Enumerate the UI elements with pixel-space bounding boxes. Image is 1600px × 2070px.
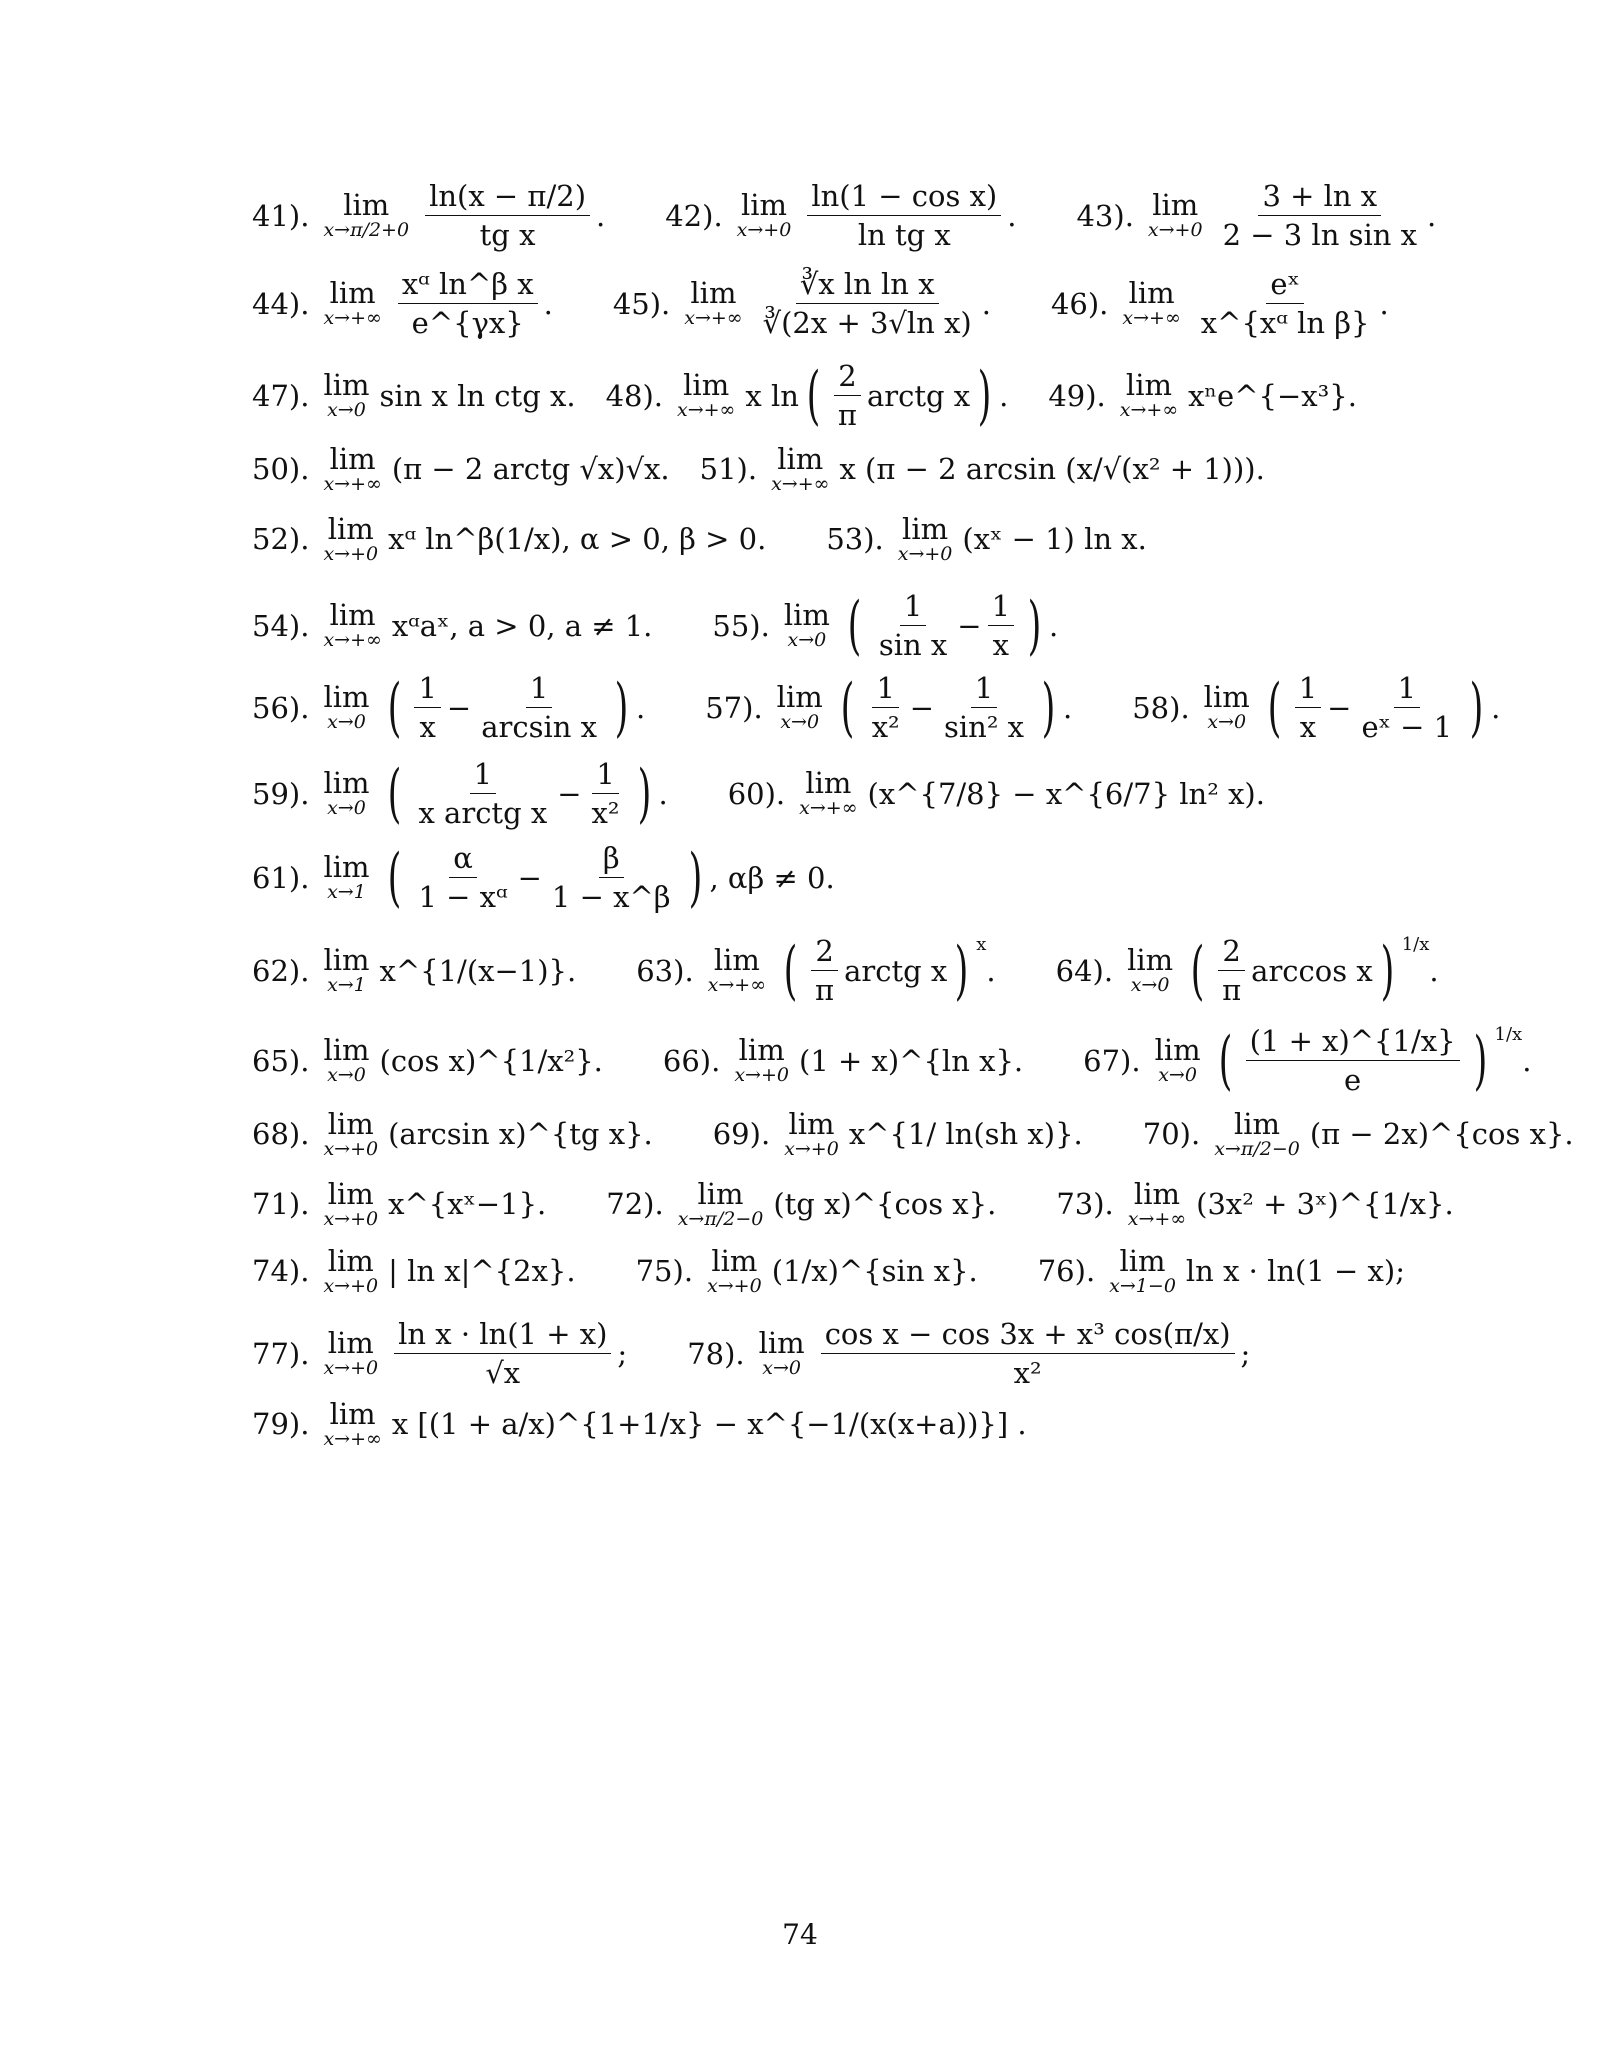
limit-operator: lim x→+0 bbox=[784, 1107, 839, 1160]
problem-row bbox=[252, 442, 1350, 495]
problem-number: 73). bbox=[1056, 1187, 1114, 1222]
problem-44: 44). lim x→+∞ $\frac{\text{xᵅ ln\textasciicircum{}β x}}{e\^{}\{\gamma x\}}$ . bbox=[252, 267, 553, 341]
problem-78: 78). lim x→0 $\frac{\text{cos x − cos 3x + x³ cos(π/x)}}{\text{x²}}$ ; bbox=[687, 1317, 1251, 1391]
limit-operator: lim x→+∞ bbox=[771, 442, 830, 495]
fraction: $\frac{1}{\text{x arctg x}}$ bbox=[418, 757, 548, 831]
problem-61: 61). lim x→1 ( $\frac{\alpha}{\text{1 − xᵅ}}$ − $\frac{\beta}{1 - x\^{}\beta}$ ) , αβ ≠ 0. bbox=[252, 841, 835, 916]
problem-number: 61). bbox=[252, 860, 310, 895]
fraction: $\frac{\ln(x - \pi/2)}{\text{tg x}}$ bbox=[425, 180, 590, 253]
problem-75: 75). lim x→+0 (1/x)^{sin x}. bbox=[635, 1244, 978, 1297]
problem-79: 79). lim x→+∞ x [(1 + a/x)^{1+1/x} − x^{−1/(x(x+a))}] . bbox=[252, 1397, 1027, 1450]
problem-74: 74). lim x→+0 | ln x|^{2x}. bbox=[252, 1244, 576, 1297]
fraction: $\frac{\beta}{1 - x\^{}\beta}$ bbox=[551, 841, 671, 915]
limit-operator: lim x→+0 bbox=[323, 512, 379, 565]
fraction: $\frac{\text{ln(1 − cos x)}}{\text{ln tg x}}$ bbox=[807, 180, 1001, 253]
problem-number: 47). bbox=[252, 378, 310, 413]
problem-number: 60). bbox=[727, 776, 786, 811]
problem-64: 64). lim x→0 ( $\frac{2}{\pi}$ arccos x ) $^{1/x}$ . bbox=[1055, 934, 1439, 1009]
problem-77: 77). lim x→+0 $\frac{\text{ln x · ln(1 + x)}}{√x}$ ; bbox=[252, 1317, 628, 1391]
limit-operator: lim x→+∞ bbox=[677, 368, 736, 422]
fraction: $\frac{\text{cos x − cos 3x + x³ cos(π/x)}}{\text{x²}}$ bbox=[821, 1318, 1235, 1391]
problem-number: 43). bbox=[1076, 198, 1134, 233]
problem-number: 50). bbox=[252, 452, 310, 487]
fraction: $\frac{1}{\text{x²}}$ bbox=[591, 757, 620, 831]
problem-number: 56). bbox=[252, 690, 310, 725]
problem-73: 73). lim x→+∞ (3x² + 3ˣ)^{1/x}. bbox=[1056, 1177, 1454, 1230]
problem-number: 72). bbox=[606, 1187, 664, 1222]
problem-number: 67). bbox=[1083, 1043, 1141, 1078]
limit-operator: lim x→π/2+0 bbox=[323, 188, 410, 242]
limit-operator: lim x→π/2−0 bbox=[677, 1177, 764, 1230]
problem-number: 77). bbox=[252, 1336, 310, 1371]
problem-number: 71). bbox=[252, 1187, 310, 1222]
fraction: $\frac{1}{x}$ bbox=[1295, 672, 1321, 745]
problem-55: 55). lim x→0 ( $\frac{1}{\text{sin x}}$ − $\frac{1}{x}$ ) . bbox=[712, 589, 1059, 664]
limit-operator: lim x→+0 bbox=[323, 1326, 379, 1380]
problem-row bbox=[252, 1318, 1350, 1391]
limit-operator: lim x→π/2−0 bbox=[1214, 1107, 1300, 1160]
problem-69: 69). lim x→+0 x^{1/ ln(sh x)}. bbox=[712, 1107, 1083, 1160]
problem-row bbox=[252, 590, 1350, 663]
problem-row bbox=[252, 1244, 1405, 1297]
problem-number: 64). bbox=[1055, 953, 1114, 988]
problem-72: 72). lim x→π/2−0 (tg x)^{cos x}. bbox=[606, 1177, 997, 1230]
fraction: $\frac{1}{\text{arcsin x}}$ bbox=[481, 671, 598, 745]
limit-operator: lim x→+∞ bbox=[1127, 1177, 1187, 1230]
limit-operator: lim x→0 bbox=[323, 766, 370, 820]
problem-41: 41). lim x→π/2+0 $\frac{\ln(x - \pi/2)}{\text{tg x}}$ . bbox=[252, 179, 606, 253]
problem-number: 48). bbox=[605, 378, 663, 413]
limit-operator: lim x→0 bbox=[1154, 1033, 1201, 1087]
problem-60: 60). lim x→+∞ (x^{7/8} − x^{6/7} ln² x). bbox=[727, 766, 1265, 820]
fraction: $\frac{1}{x}$ bbox=[988, 590, 1014, 663]
fraction: $\frac{2}{\pi}$ bbox=[811, 935, 838, 1008]
limit-operator: lim x→1 bbox=[323, 943, 370, 997]
problem-53: 53). lim x→+0 (xˣ − 1) ln x. bbox=[826, 512, 1147, 565]
limit-operator: lim x→0 bbox=[758, 1326, 805, 1380]
limit-operator: lim x→0 bbox=[323, 680, 370, 734]
limit-operator: lim x→+∞ bbox=[1119, 368, 1179, 422]
limit-operator: lim x→0 bbox=[1203, 680, 1250, 734]
fraction: $\frac{\text{ln x · ln(1 + x)}}{√x}$ bbox=[394, 1318, 611, 1391]
fraction: $\frac{(1 + x)\^{}\{1/x\}}{e}$ bbox=[1246, 1025, 1460, 1098]
problem-58: 58). lim x→0 ( $\frac{1}{x}$ − $\frac{1}{\text{eˣ − 1}}$ ) . bbox=[1132, 671, 1501, 746]
problem-49: 49). lim x→+∞ xⁿe^{−x³}. bbox=[1048, 368, 1357, 422]
limit-operator: lim x→0 bbox=[1127, 943, 1174, 997]
problem-number: 66). bbox=[662, 1043, 721, 1078]
problem-76: 76). lim x→1−0 ln x · ln(1 − x); bbox=[1037, 1244, 1405, 1297]
problem-row bbox=[252, 934, 1439, 1009]
problem-row bbox=[252, 1397, 1350, 1450]
problem-number: 58). bbox=[1132, 690, 1190, 725]
problem-45: 45). lim x→+∞ $\frac{\text{∛x ln ln x}}{\text{∛(2x + 3√ln x)}}$ . bbox=[612, 267, 991, 341]
problem-71: 71). lim x→+0 x^{xˣ−1}. bbox=[252, 1177, 547, 1230]
problem-row bbox=[252, 671, 1501, 746]
limit-operator: lim x→+0 bbox=[736, 188, 792, 242]
problem-number: 79). bbox=[252, 1407, 310, 1442]
problem-number: 51). bbox=[699, 452, 758, 487]
limit-operator: lim x→0 bbox=[783, 598, 830, 652]
limit-operator: lim x→+∞ bbox=[323, 276, 382, 330]
limit-operator: lim x→1−0 bbox=[1109, 1244, 1176, 1297]
limit-operator: lim x→1 bbox=[323, 850, 370, 904]
fraction: $\frac{1}{\text{eˣ − 1}}$ bbox=[1361, 671, 1453, 745]
limit-operator: lim x→+0 bbox=[1147, 188, 1203, 242]
fraction: $\frac{\text{xᵅ ln\textasciicircum{}β x}}{e\^{}\{\gamma x\}}$ bbox=[398, 268, 538, 341]
problem-number: 42). bbox=[665, 198, 723, 233]
fraction: $\frac{\text{∛x ln ln x}}{\text{∛(2x + 3√ln x)}}$ bbox=[762, 267, 972, 341]
problem-row bbox=[252, 359, 1357, 434]
fraction: $\frac{1}{x}$ bbox=[414, 672, 440, 745]
limit-operator: lim x→+0 bbox=[897, 512, 953, 565]
page-number: 74 bbox=[782, 1918, 818, 1951]
problem-number: 54). bbox=[252, 608, 310, 643]
problem-number: 76). bbox=[1037, 1254, 1096, 1289]
problem-68: 68). lim x→+0 (arcsin x)^{tg x}. bbox=[252, 1107, 653, 1160]
problem-row bbox=[252, 842, 1350, 915]
problem-number: 44). bbox=[252, 286, 310, 321]
limit-operator: lim x→0 bbox=[323, 368, 370, 422]
problem-number: 57). bbox=[705, 690, 763, 725]
fraction: $\frac{1}{\text{x²}}$ bbox=[871, 671, 900, 745]
limit-operator: lim x→0 bbox=[323, 1033, 370, 1087]
fraction: $\frac{2}{\pi}$ bbox=[834, 360, 861, 433]
problem-number: 70). bbox=[1142, 1117, 1201, 1152]
problem-59: 59). lim x→0 ( $\frac{1}{\text{x arctg x}}$ − $\frac{1}{\text{x²}}$ ) . bbox=[252, 757, 668, 832]
problem-65: 65). lim x→0 (cos x)^{1/x²}. bbox=[252, 1033, 603, 1087]
problem-43: 43). lim x→+0 $\frac{\text{3 + ln x}}{\text{2 − 3 ln sin x}}$ . bbox=[1076, 179, 1437, 253]
problem-number: 59). bbox=[252, 776, 310, 811]
problem-number: 55). bbox=[712, 608, 770, 643]
fraction: $\frac{\text{3 + ln x}}{\text{2 − 3 ln sin x}}$ bbox=[1222, 179, 1418, 253]
fraction: $\frac{\alpha}{\text{1 − xᵅ}}$ bbox=[418, 841, 508, 915]
problem-66: 66). lim x→+0 (1 + x)^{ln x}. bbox=[662, 1033, 1024, 1087]
problem-48: 48). lim x→+∞ x ln ( $\frac{2}{\pi}$ arctg x ) . bbox=[605, 359, 1009, 434]
limit-operator: lim x→+0 bbox=[323, 1244, 379, 1297]
problem-row bbox=[252, 512, 1350, 565]
problem-number: 74). bbox=[252, 1254, 310, 1289]
limit-operator: lim x→+∞ bbox=[323, 598, 382, 652]
problem-number: 78). bbox=[687, 1336, 745, 1371]
problem-number: 63). bbox=[636, 953, 694, 988]
limit-operator: lim x→+0 bbox=[734, 1033, 789, 1087]
limit-operator: lim x→+∞ bbox=[799, 766, 858, 820]
limit-operator: lim x→+∞ bbox=[323, 1397, 382, 1450]
problem-number: 68). bbox=[252, 1117, 310, 1152]
problem-row bbox=[252, 267, 1389, 341]
problem-52: 52). lim x→+0 xᵅ ln^β(1/x), α > 0, β > 0. bbox=[252, 512, 767, 565]
problem-number: 53). bbox=[826, 522, 884, 557]
problem-56: 56). lim x→0 ( $\frac{1}{x}$ − $\frac{1}{\text{arcsin x}}$ ) . bbox=[252, 671, 646, 746]
problem-42: 42). lim x→+0 $\frac{\text{ln(1 − cos x)}}{\text{ln tg x}}$ . bbox=[665, 179, 1017, 253]
problem-row bbox=[252, 1107, 1574, 1160]
problem-row bbox=[252, 179, 1437, 253]
limit-operator: lim x→+0 bbox=[323, 1107, 379, 1160]
problem-number: 45). bbox=[612, 286, 671, 321]
problem-row bbox=[252, 758, 1350, 831]
problem-row bbox=[252, 1024, 1532, 1099]
problem-67: 67). lim x→0 ( $\frac{(1 + x)\^{}\{1/x\}}{e}$ ) $^{1/x}$ . bbox=[1083, 1024, 1532, 1099]
fraction: $\frac{1}{\text{sin x}}$ bbox=[878, 589, 948, 663]
limit-operator: lim x→+∞ bbox=[684, 276, 743, 330]
problem-57: 57). lim x→0 ( $\frac{1}{\text{x²}}$ − $\frac{1}{\text{sin² x}}$ ) . bbox=[705, 671, 1073, 746]
problem-number: 49). bbox=[1048, 378, 1106, 413]
limit-operator: lim x→0 bbox=[776, 680, 823, 734]
problem-54: 54). lim x→+∞ xᵅaˣ, a > 0, a ≠ 1. bbox=[252, 598, 653, 652]
fraction: $\frac{1}{\text{sin² x}}$ bbox=[944, 671, 1025, 745]
problem-number: 65). bbox=[252, 1043, 310, 1078]
problem-number: 41). bbox=[252, 198, 310, 233]
limit-operator: lim x→+∞ bbox=[323, 442, 382, 495]
limit-operator: lim x→+0 bbox=[707, 1244, 762, 1297]
problem-46: 46). lim x→+∞ $\frac{\text{eˣ}}{\text{x\textasciicircum{}\{xᵅ ln β\}}}$ . bbox=[1050, 267, 1389, 341]
problem-62: 62). lim x→1 x^{1/(x−1)}. bbox=[252, 943, 577, 997]
problem-63: 63). lim x→+∞ ( $\frac{2}{\pi}$ arctg x ) $^x$ . bbox=[636, 934, 996, 1009]
limit-operator: lim x→+∞ bbox=[1122, 276, 1181, 330]
problem-number: 62). bbox=[252, 953, 310, 988]
problem-number: 52). bbox=[252, 522, 310, 557]
problem-51: 51). lim x→+∞ x (π − 2 arcsin (x/√(x² + 1))). bbox=[699, 442, 1265, 495]
limit-operator: lim x→+∞ bbox=[707, 943, 767, 997]
problem-70: 70). lim x→π/2−0 (π − 2x)^{cos x}. bbox=[1142, 1107, 1574, 1160]
problem-number: 69). bbox=[712, 1117, 771, 1152]
problem-row bbox=[252, 1177, 1454, 1230]
problem-47: 47). lim x→0 sin x ln ctg x. bbox=[252, 368, 576, 422]
fraction: $\frac{2}{\pi}$ bbox=[1218, 935, 1245, 1008]
problem-number: 46). bbox=[1050, 286, 1109, 321]
fraction: $\frac{\text{eˣ}}{\text{x\textasciicircum{}\{xᵅ ln β\}}}$ bbox=[1200, 267, 1370, 341]
problem-50: 50). lim x→+∞ (π − 2 arctg √x)√x. bbox=[252, 442, 670, 495]
problem-number: 75). bbox=[635, 1254, 694, 1289]
limit-operator: lim x→+0 bbox=[323, 1177, 379, 1230]
